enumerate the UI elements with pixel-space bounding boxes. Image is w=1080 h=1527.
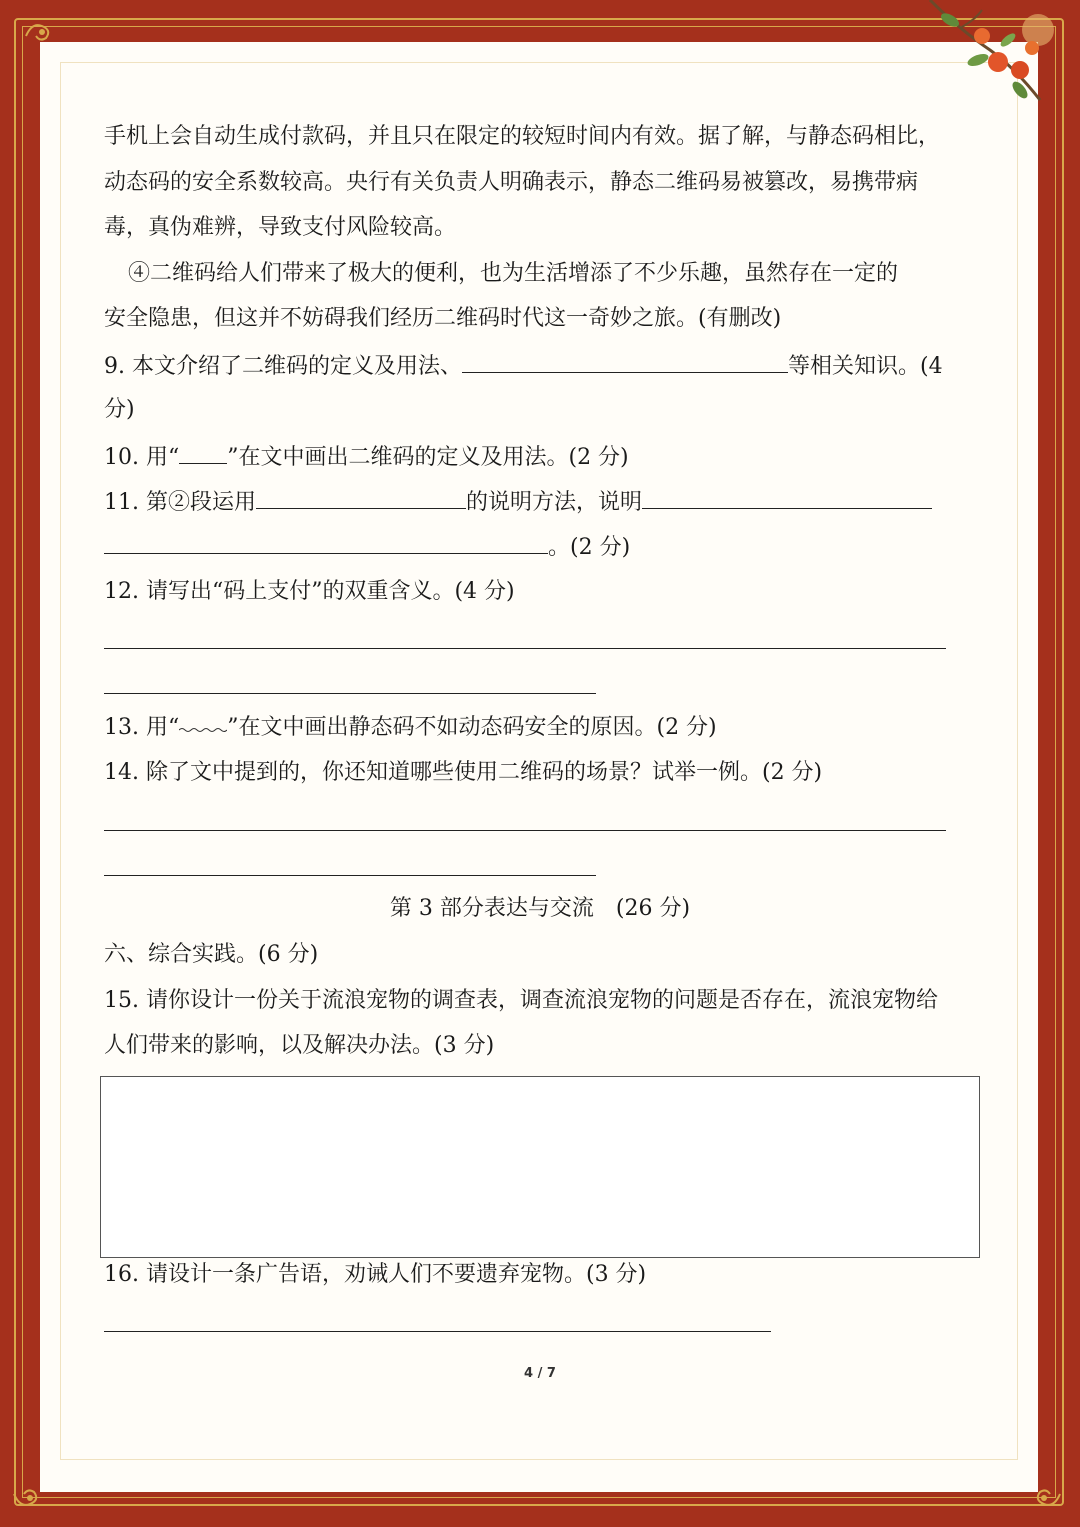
part-6-heading: 六、综合实践。(6 分) [104, 942, 319, 967]
answer-line[interactable] [104, 875, 596, 876]
question-9-text-end: 等相关知识。(4 [788, 354, 943, 379]
question-11 [104, 486, 932, 518]
question-11-text-mid: 的说明方法，说明 [465, 490, 642, 515]
question-13-text-end: ”在文中画出静态码不如动态码安全的原因。(2 分) [227, 715, 717, 740]
answer-line[interactable] [104, 648, 946, 649]
question-9-text: 9. 本文介绍了二维码的定义及用法、 [104, 354, 462, 379]
question-11-score: 。(2 分) [548, 535, 631, 560]
passage-line: 安全隐患，但这并不妨碍我们经历二维码时代这一奇妙之旅。(有删改) [104, 306, 782, 331]
answer-blank[interactable] [462, 350, 788, 373]
corner-ornament-icon [10, 1478, 50, 1518]
question-10-text: 10. 用“ [104, 445, 180, 470]
wavy-underline-icon [179, 720, 227, 734]
question-13 [104, 713, 717, 743]
answer-blank[interactable] [642, 486, 932, 509]
question-14: 14. 除了文中提到的，你还知道哪些使用二维码的场景？试举一例。(2 分) [104, 760, 823, 785]
question-15: 15. 请你设计一份关于流浪宠物的调查表，调查流浪宠物的问题是否存在，流浪宠物给 [104, 988, 938, 1013]
answer-line[interactable] [104, 1331, 771, 1332]
corner-ornament-icon [22, 12, 62, 52]
section-title: 第 3 部分表达与交流 (26 分) [389, 896, 691, 921]
answer-blank[interactable] [256, 486, 466, 509]
question-10-text-end: ”在文中画出二维码的定义及用法。(2 分) [227, 445, 629, 470]
passage-line: 动态码的安全系数较高。央行有关负责人明确表示，静态二维码易被篡改，易携带病 [104, 170, 919, 195]
underline-mark [179, 441, 227, 464]
question-13-text: 13. 用“ [104, 715, 180, 740]
passage-paragraph-4: ④二维码给人们带来了极大的便利，也为生活增添了不少乐趣，虽然存在一定的 [128, 261, 899, 286]
passage-line: 毒，真伪难辨，导致支付风险较高。 [104, 215, 457, 240]
answer-blank[interactable] [104, 531, 548, 554]
question-9-score: 分) [104, 397, 135, 422]
question-15-line2: 人们带来的影响，以及解决办法。(3 分) [104, 1033, 495, 1058]
question-11-line2 [104, 531, 630, 563]
survey-answer-box[interactable] [100, 1076, 980, 1258]
persimmon-branch-icon [920, 0, 1060, 110]
page-number: 4 / 7 [524, 1366, 556, 1381]
question-10 [104, 441, 629, 473]
question-11-text: 11. 第②段运用 [104, 490, 256, 515]
question-16: 16. 请设计一条广告语，劝诫人们不要遗弃宠物。(3 分) [104, 1262, 647, 1287]
question-12: 12. 请写出“码上支付”的双重含义。(4 分) [104, 579, 515, 604]
corner-ornament-icon [1024, 1478, 1064, 1518]
passage-line: 手机上会自动生成付款码，并且只在限定的较短时间内有效。据了解，与静态码相比， [104, 124, 941, 149]
question-9 [104, 350, 943, 382]
answer-line[interactable] [104, 693, 596, 694]
answer-line[interactable] [104, 830, 946, 831]
